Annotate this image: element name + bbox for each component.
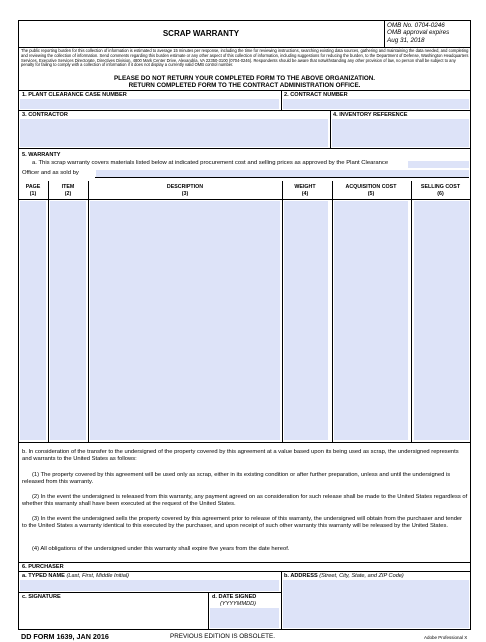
page-column-input[interactable]: [20, 201, 46, 440]
col-item-num: (2): [64, 190, 72, 197]
rule: [18, 592, 281, 593]
rule: [281, 571, 282, 630]
inventory-reference-label: 4. INVENTORY REFERENCE: [333, 112, 408, 118]
purchaser-header: 6. PURCHASER: [22, 564, 64, 570]
rule: [18, 571, 471, 572]
signature-label: c. SIGNATURE: [22, 594, 61, 600]
item-column-input[interactable]: [50, 201, 86, 440]
col-selling-header: [412, 184, 469, 197]
typed-name-label-text: a. TYPED NAME: [22, 573, 65, 579]
col-selling-num: (6): [437, 190, 444, 197]
edition-notice: PREVIOUS EDITION IS OBSOLETE.: [170, 633, 275, 640]
rule: [282, 181, 283, 442]
warranty-intro-fill[interactable]: [408, 161, 469, 168]
selling-column-input[interactable]: [414, 201, 469, 440]
form-title: SCRAP WARRANTY: [162, 29, 240, 38]
col-page-header: [20, 184, 46, 197]
col-item-header: [50, 184, 86, 197]
omb-divider: [384, 20, 385, 47]
contract-number-label: 2. CONTRACT NUMBER: [284, 92, 348, 98]
rule: [18, 148, 471, 149]
rule: [332, 181, 333, 442]
typed-name-input[interactable]: [20, 580, 279, 591]
col-item-name: ITEM: [61, 184, 75, 190]
col-weight-name: WEIGHT: [294, 184, 316, 190]
address-label: [284, 573, 404, 579]
terms-4: (4) All obligations of the undersigned under this warranty shall expire five years from the date hereof.: [32, 546, 290, 552]
terms-3: (3) In the event the undersigned sells the property covered by this agreement prior to release of this warranty, the undersigned will obtain from the purchaser and tender to the United States a warranty identical to this executed by the purchaser, and upon receipt of such other warranty this warranty will be released by the United States.: [22, 516, 463, 529]
contractor-input[interactable]: [20, 119, 328, 147]
terms-b: b. In consideration of the transfer to the undersigned of the property covered by this agreement at a value based upon its being used as scrap, the undersigned represents and warrants to the United States as follows:: [22, 449, 459, 462]
terms-1: (1) The property covered by this agreement will be used only as scrap, either in its existing condition or after further preparation, unless and until the undersigned is released from this warranty.: [22, 472, 451, 485]
warranty-label: 5. WARRANTY: [22, 152, 61, 158]
software-note: Adobe Professional X: [424, 635, 468, 640]
date-signed-input[interactable]: [210, 608, 279, 628]
address-input[interactable]: [283, 580, 469, 628]
omb-block: [387, 22, 449, 44]
rule: [208, 592, 209, 630]
plant-clearance-label: 1. PLANT CLEARANCE CASE NUMBER: [22, 92, 127, 98]
rule: [88, 181, 89, 442]
return-notice-1: PLEASE DO NOT RETURN YOUR COMPLETED FORM TO THE ABOVE ORGANIZATION.: [113, 75, 376, 82]
address-hint: (Street, City, State, and ZIP Code): [319, 573, 404, 579]
col-description-header: [90, 184, 280, 197]
col-weight-header: [282, 184, 328, 197]
rule: [18, 199, 471, 200]
rule: [18, 562, 471, 563]
terms-2: (2) In the event the undersigned is released from this warranty, any payment agreed on as consideration for such release shall be made to the United States regardless of whether this warranty shall have been executed at the request of the United States.: [22, 494, 468, 507]
rule: [95, 177, 469, 178]
acquisition-column-input[interactable]: [334, 201, 408, 440]
rule: [330, 110, 331, 148]
omb-approval: OMB approval expires: [387, 29, 450, 37]
col-page-num: (1): [29, 190, 37, 197]
return-notice-2: RETURN COMPLETED FORM TO THE CONTRACT ADMINISTRATION OFFICE.: [128, 82, 361, 89]
address-label-text: b. ADDRESS: [284, 573, 318, 579]
col-description-num: (3): [181, 190, 189, 197]
plant-clearance-input[interactable]: [20, 99, 279, 109]
col-description-name: DESCRIPTION: [166, 184, 204, 190]
form-id: DD FORM 1639, JAN 2016: [21, 632, 109, 641]
sold-by-label: Officer and as sold by: [22, 170, 79, 176]
contract-number-input[interactable]: [283, 99, 469, 109]
col-acquisition-num: (5): [367, 190, 375, 197]
col-acquisition-name: ACQUISITION COST: [345, 184, 397, 190]
rule: [18, 442, 471, 443]
typed-name-label: [22, 573, 129, 579]
omb-number: OMB No. 0704-0246: [387, 22, 445, 29]
rule: [48, 181, 49, 442]
omb-expiry: Aug 31, 2018: [387, 36, 425, 44]
date-signed-label: d. DATE SIGNED: [212, 594, 257, 600]
contractor-label: 3. CONTRACTOR: [22, 112, 68, 118]
weight-column-input[interactable]: [284, 201, 328, 440]
rule: [18, 90, 471, 91]
burden-statement: The public reporting burden for this collection of information is estimated to average 15 minutes per response, including the time for reviewing instructions, searching existing data sources, gathering and maintaining the data needed, and completing and reviewing the collection of information. Send comments regarding this burden estimate or any other aspect of this collection of information, including suggestions for reducing the burden, to the Department of Defense, Washington Headquarters Services, Executive Services Directorate, Directives Division, 4800 Mark Center Drive, Alexandria, VA 22350-3100 (0704-0246). Respondents should be aware that notwithstanding any other provision of law, no person shall be subject to any penalty for failing to comply with a collection of information if it does not display a currently valid OMB control number.: [21, 48, 469, 68]
col-selling-name: SELLING COST: [420, 184, 461, 190]
inventory-reference-input[interactable]: [332, 119, 469, 147]
sold-by-input[interactable]: [96, 170, 469, 177]
col-page-name: PAGE: [25, 184, 41, 190]
rule: [281, 90, 282, 110]
col-acquisition-header: [332, 184, 410, 197]
date-signed-hint: (YYYYMMDD): [220, 601, 257, 607]
rule: [411, 181, 412, 442]
rule: [18, 110, 471, 111]
warranty-intro: a. This scrap warranty covers materials listed below at indicated procurement cost and selling prices as approved by the Plant Clearance: [32, 160, 389, 166]
description-column-input[interactable]: [90, 201, 280, 440]
col-weight-num: (4): [301, 190, 309, 197]
typed-name-hint: (Last, First, Middle Initial): [66, 573, 129, 579]
